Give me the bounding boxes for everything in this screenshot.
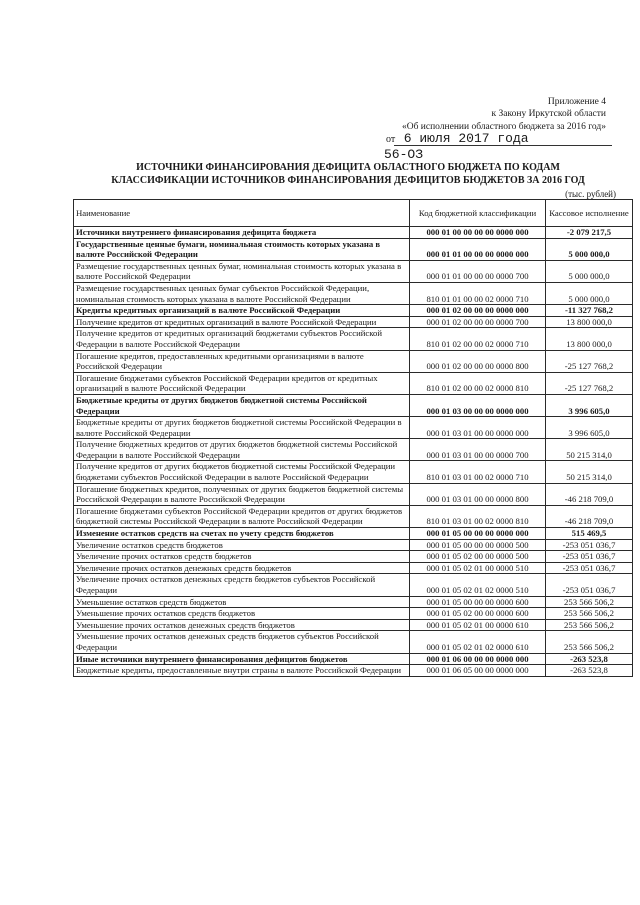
row-name: Изменение остатков средств на счетах по учету средств бюджетов [74, 528, 410, 540]
table-row [74, 608, 633, 620]
row-code: 000 01 02 00 00 00 0000 700 [410, 316, 546, 328]
row-name: Погашение бюджетами субъектов Российской Федерации кредитов от других бюджетов бюджетной системы Российской Федерации в валюте Российской Федерации [74, 505, 410, 527]
table-row [74, 372, 633, 394]
row-name: Бюджетные кредиты от других бюджетов бюджетной системы Российской Федерации [74, 394, 410, 416]
table-row [74, 461, 633, 483]
row-code: 000 01 05 00 00 00 0000 600 [410, 596, 546, 608]
row-name: Уменьшение прочих остатков денежных средств бюджетов [74, 619, 410, 631]
row-name: Погашение бюджетами субъектов Российской Федерации кредитов от кредитных организаций в валюте Российской Федерации [74, 372, 410, 394]
table-row [74, 574, 633, 596]
row-value: 515 469,5 [546, 528, 633, 540]
header-name: Наименование [74, 200, 410, 227]
law-date [386, 131, 529, 146]
table-row [74, 328, 633, 350]
row-name: Размещение государственных ценных бумаг субъектов Российской Федерации, номинальная стоимость которых указана в валюте Российской Федерации [74, 282, 410, 304]
appendix-line-2: к Закону Иркутской области [491, 109, 606, 120]
row-value: 253 566 506,2 [546, 619, 633, 631]
table-row [74, 653, 633, 665]
row-name: Получение кредитов от кредитных организаций бюджетами субъектов Российской Федерации в валюте Российской Федерации [74, 328, 410, 350]
units-label: (тыс. рублей) [565, 189, 616, 199]
row-code: 000 01 05 02 01 02 0000 610 [410, 631, 546, 653]
row-code: 000 01 00 00 00 00 0000 000 [410, 227, 546, 239]
row-code: 000 01 03 01 00 00 0000 000 [410, 417, 546, 439]
table-row [74, 631, 633, 653]
date-prefix: от [386, 134, 396, 145]
row-value: 5 000 000,0 [546, 282, 633, 304]
table-row [74, 665, 633, 677]
row-code: 000 01 03 01 00 00 0000 800 [410, 483, 546, 505]
table-header-row [74, 200, 633, 227]
table-row [74, 505, 633, 527]
row-code: 000 01 05 00 00 00 0000 000 [410, 528, 546, 540]
row-code: 000 01 02 00 00 00 0000 800 [410, 350, 546, 372]
row-code: 000 01 05 00 00 00 0000 500 [410, 539, 546, 551]
title-line-1: ИСТОЧНИКИ ФИНАНСИРОВАНИЯ ДЕФИЦИТА ОБЛАСТНОГО БЮДЖЕТА ПО КОДАМ [136, 162, 560, 173]
row-code: 000 01 01 00 00 00 0000 000 [410, 238, 546, 260]
row-name: Получение кредитов от других бюджетов бюджетной системы Российской Федерации бюджетами субъектов Российской Федерации в валюте Российской Федерации [74, 461, 410, 483]
row-value: -253 051 036,7 [546, 562, 633, 574]
table-row [74, 227, 633, 239]
row-value: 253 566 506,2 [546, 608, 633, 620]
row-code: 810 01 03 01 00 02 0000 710 [410, 461, 546, 483]
row-value: -46 218 709,0 [546, 483, 633, 505]
row-value: 50 215 314,0 [546, 461, 633, 483]
date-underline [394, 145, 612, 146]
table-row [74, 551, 633, 563]
table-row [74, 282, 633, 304]
row-name: Уменьшение остатков средств бюджетов [74, 596, 410, 608]
row-value: 13 800 000,0 [546, 316, 633, 328]
table-row [74, 238, 633, 260]
row-value: -25 127 768,2 [546, 372, 633, 394]
table-row [74, 483, 633, 505]
table-body [74, 227, 633, 677]
table-row [74, 417, 633, 439]
table-row [74, 562, 633, 574]
row-name: Бюджетные кредиты, предоставленные внутри страны в валюте Российской Федерации [74, 665, 410, 677]
row-value: -25 127 768,2 [546, 350, 633, 372]
row-code: 000 01 05 02 01 02 0000 510 [410, 574, 546, 596]
row-name: Бюджетные кредиты от других бюджетов бюджетной системы Российской Федерации в валюте Российской Федерации [74, 417, 410, 439]
row-name: Источники внутреннего финансирования дефицита бюджета [74, 227, 410, 239]
row-value: 5 000 000,0 [546, 238, 633, 260]
table-row [74, 260, 633, 282]
row-name: Увеличение остатков средств бюджетов [74, 539, 410, 551]
row-value: 13 800 000,0 [546, 328, 633, 350]
row-value: -253 051 036,7 [546, 551, 633, 563]
row-code: 000 01 02 00 00 00 0000 000 [410, 305, 546, 317]
row-value: -253 051 036,7 [546, 574, 633, 596]
row-code: 000 01 05 02 00 00 0000 500 [410, 551, 546, 563]
appendix-line-1: Приложение 4 [547, 97, 606, 107]
header-value: Кассовое исполнение [546, 200, 633, 227]
row-name: Получение кредитов от кредитных организаций в валюте Российской Федерации [74, 316, 410, 328]
row-value: 5 000 000,0 [546, 260, 633, 282]
date-value: 6 июля 2017 года [403, 131, 529, 146]
row-name: Погашение кредитов, предоставленных кредитными организациями в валюте Российской Федерации [74, 350, 410, 372]
row-value: 50 215 314,0 [546, 439, 633, 461]
row-code: 810 01 02 00 00 02 0000 810 [410, 372, 546, 394]
appendix-line-3: «Об исполнении областного бюджета за 2016 год» [401, 121, 606, 132]
row-value: -11 327 768,2 [546, 305, 633, 317]
row-code: 000 01 06 00 00 00 0000 000 [410, 653, 546, 665]
title-line-2: КЛАССИФИКАЦИИ ИСТОЧНИКОВ ФИНАНСИРОВАНИЯ ДЕФИЦИТОВ БЮДЖЕТОВ ЗА 2016 ГОД [111, 175, 585, 187]
row-name: Кредиты кредитных организаций в валюте Российской Федерации [74, 305, 410, 317]
row-name: Государственные ценные бумаги, номинальная стоимость которых указана в валюте Российской Федерации [74, 238, 410, 260]
row-name: Иные источники внутреннего финансирования дефицитов бюджетов [74, 653, 410, 665]
row-name: Увеличение прочих остатков денежных средств бюджетов субъектов Российской Федерации [74, 574, 410, 596]
table-row [74, 350, 633, 372]
table-row [74, 394, 633, 416]
law-number: 56-ОЗ [384, 147, 424, 162]
row-name: Уменьшение прочих остатков средств бюджетов [74, 608, 410, 620]
row-code: 000 01 03 01 00 00 0000 700 [410, 439, 546, 461]
row-value: -46 218 709,0 [546, 505, 633, 527]
row-code: 000 01 01 00 00 00 0000 700 [410, 260, 546, 282]
row-code: 000 01 06 05 00 00 0000 000 [410, 665, 546, 677]
financing-sources-table [73, 199, 633, 677]
header-code: Код бюджетной классификации [410, 200, 546, 227]
table-row [74, 539, 633, 551]
table-row [74, 305, 633, 317]
row-name: Погашение бюджетных кредитов, полученных от других бюджетов бюджетной системы Российской Федерации в валюте Российской Федерации [74, 483, 410, 505]
row-name: Получение бюджетных кредитов от других бюджетов бюджетной системы Российской Федерации в валюте Российской Федерации [74, 439, 410, 461]
row-value: -263 523,8 [546, 665, 633, 677]
row-code: 000 01 03 00 00 00 0000 000 [410, 394, 546, 416]
row-name: Увеличение прочих остатков денежных средств бюджетов [74, 562, 410, 574]
table-row [74, 619, 633, 631]
table-row [74, 596, 633, 608]
row-name: Уменьшение прочих остатков денежных средств бюджетов субъектов Российской Федерации [74, 631, 410, 653]
row-code: 810 01 03 01 00 02 0000 810 [410, 505, 546, 527]
row-code: 000 01 05 02 01 00 0000 510 [410, 562, 546, 574]
row-value: 253 566 506,2 [546, 596, 633, 608]
row-value: -263 523,8 [546, 653, 633, 665]
row-code: 000 01 05 02 00 00 0000 600 [410, 608, 546, 620]
row-code: 810 01 02 00 00 02 0000 710 [410, 328, 546, 350]
row-value: 3 996 605,0 [546, 394, 633, 416]
table-row [74, 439, 633, 461]
row-value: -2 079 217,5 [546, 227, 633, 239]
row-value: -253 051 036,7 [546, 539, 633, 551]
appendix-block [346, 96, 606, 133]
row-name: Увеличение прочих остатков средств бюджетов [74, 551, 410, 563]
row-value: 253 566 506,2 [546, 631, 633, 653]
row-value: 3 996 605,0 [546, 417, 633, 439]
row-name: Размещение государственных ценных бумаг, номинальная стоимость которых указана в валюте Российской Федерации [74, 260, 410, 282]
row-code: 810 01 01 00 00 02 0000 710 [410, 282, 546, 304]
document-title [78, 161, 618, 188]
row-code: 000 01 05 02 01 00 0000 610 [410, 619, 546, 631]
table-row [74, 316, 633, 328]
table-row [74, 528, 633, 540]
